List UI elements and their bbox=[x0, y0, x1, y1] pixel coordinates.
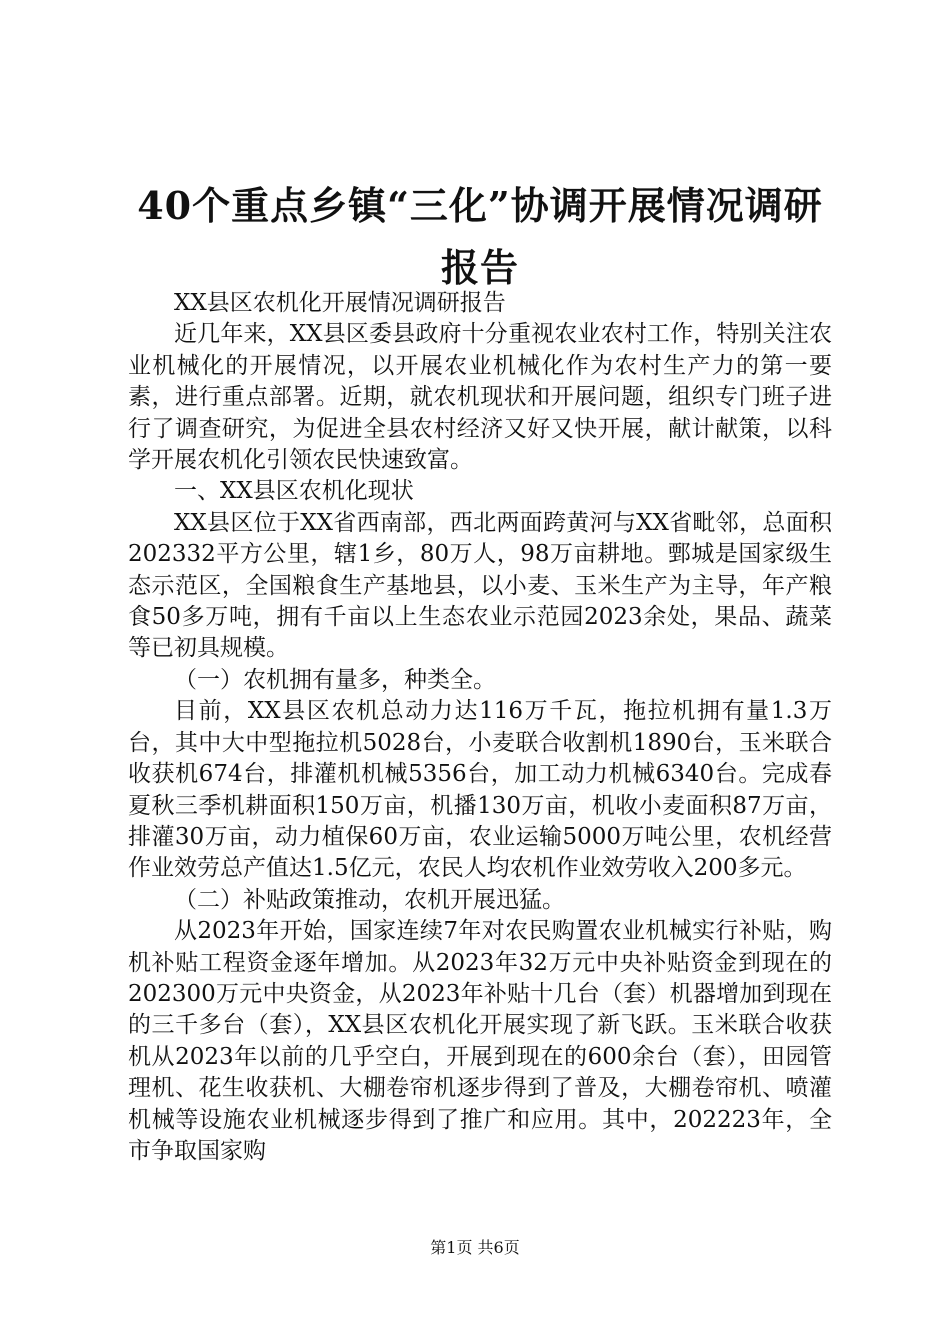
paragraph-overview: XX县区位于XX省西南部，西北两面跨黄河与XX省毗邻，总面积202332平方公里，辖1乡，80万人，98万亩耕地。鄄城是国家级生态示范区，全国粮食生产基地县，以小麦、玉米生产为主导，年产粮食50多万吨，拥有千亩以上生态农业示范园2023余处，果品、蔬菜等已初具规模。 bbox=[128, 509, 832, 662]
paragraph-subsidy: 从2023年开始，国家连续7年对农民购置农业机械实行补贴，购机补贴工程资金逐年增加。从2023年32万元中央补贴资金到现在的202300万元中央资金，从2023年补贴十几台（套）机器增加到现在的三千多台（套），XX县区农机化开展实现了新飞跃。玉米联合收获机从2023年以前的几乎空白，开展到现在的600余台（套），田园管理机、花生收获机、大棚卷帘机逐步得到了普及，大棚卷帘机、喷灌机械等设施农业机械逐步得到了推广和应用。其中，202223年，全市争取国家购 bbox=[128, 918, 832, 1164]
document-body bbox=[128, 288, 832, 1167]
paragraph-machinery-stats: 目前，XX县区农机总动力达116万千瓦，拖拉机拥有量1.3万台，其中大中型拖拉机5028台，小麦联合收割机1890台，玉米联合收获机674台，排灌机机械5356台，加工动力机械6340台。完成春夏秋三季机耕面积150万亩，机播130万亩，机收小麦面积87万亩，排灌30万亩，动力植保60万亩，农业运输5000万吨公里，农机经营作业效劳总产值达1.5亿元，农民人均农机作业效劳收入200多元。 bbox=[128, 698, 832, 882]
page-footer: 第1页 共6页 bbox=[430, 1238, 520, 1257]
subsection-heading-1: （一）农机拥有量多，种类全。 bbox=[174, 666, 496, 693]
paragraph-intro: 近几年来，XX县区委县政府十分重视农业农村工作，特别关注农业机械化的开展情况，以开展农业机械化作为农村生产力的第一要素，进行重点部署。近期，就农机现状和开展问题，组织专门班子进行了调查研究，为促进全县农村经济又好又快开展，献计献策，以科学开展农机化引领农民快速致富。 bbox=[128, 321, 832, 474]
document-title: 40个重点乡镇“三化”协调开展情况调研报告 bbox=[137, 183, 823, 291]
subsection-heading-2: （二）补贴政策推动，农机开展迅猛。 bbox=[174, 886, 565, 913]
section-heading-1: 一、XX县区农机化现状 bbox=[174, 478, 414, 505]
report-subtitle: XX县区农机化开展情况调研报告 bbox=[174, 290, 506, 316]
